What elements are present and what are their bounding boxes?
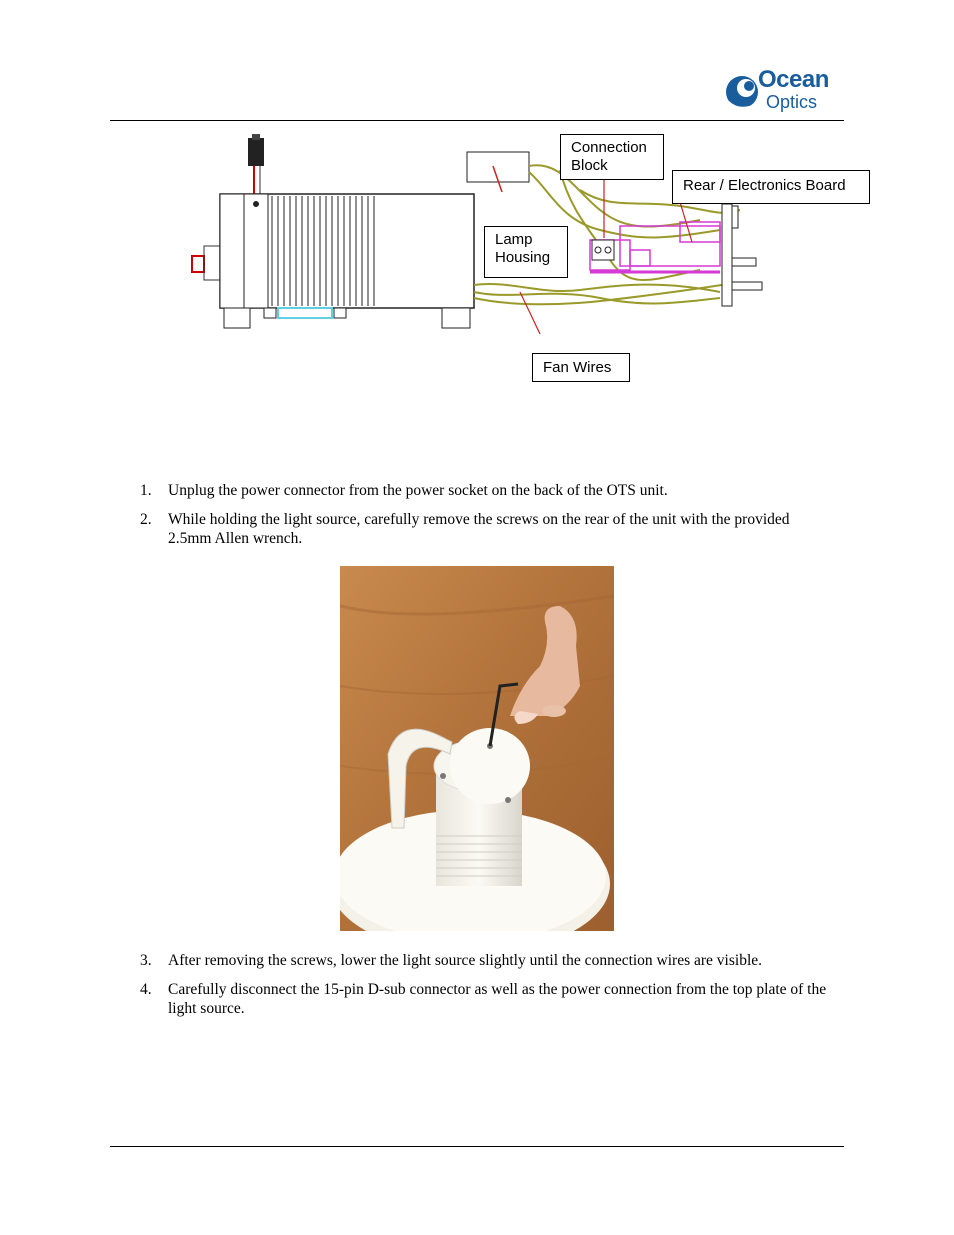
label-rear-electronics-board: Rear / Electronics Board bbox=[672, 170, 870, 204]
step-number: 4. bbox=[140, 981, 152, 998]
label-connection-block bbox=[560, 134, 664, 180]
label-lamp-line1: Lamp bbox=[495, 231, 533, 248]
label-connection-line2: Block bbox=[571, 157, 608, 174]
allen-wrench-photo bbox=[340, 566, 614, 931]
label-lamp-housing bbox=[484, 226, 568, 278]
header-rule bbox=[110, 120, 844, 121]
step-text: Unplug the power connector from the power socket on the back of the OTS unit. bbox=[168, 482, 668, 499]
step-text: While holding the light source, carefully remove the screws on the rear of the unit with the provided 2.5mm Allen wrench. bbox=[168, 511, 790, 547]
logo-optics-text: Optics bbox=[766, 92, 818, 112]
step-number: 2. bbox=[140, 511, 152, 528]
label-connection-line1: Connection bbox=[571, 139, 647, 156]
logo-wave-icon bbox=[724, 72, 758, 116]
footer-rule bbox=[110, 1146, 844, 1147]
step-number: 1. bbox=[140, 482, 152, 499]
step-text: After removing the screws, lower the light source slightly until the connection wires are visible. bbox=[168, 952, 763, 969]
ocean-optics-logo bbox=[724, 66, 848, 116]
step-text: Carefully disconnect the 15-pin D-sub connector as well as the power connection from the top plate of the light source. bbox=[168, 981, 827, 1017]
logo-ocean-text: Ocean bbox=[758, 66, 829, 93]
step-number: 3. bbox=[140, 952, 152, 969]
label-housing-line2: Housing bbox=[495, 249, 551, 266]
photo-image bbox=[340, 566, 614, 931]
ots-assembly-diagram bbox=[180, 130, 880, 390]
label-fan-wires: Fan Wires bbox=[532, 353, 630, 382]
